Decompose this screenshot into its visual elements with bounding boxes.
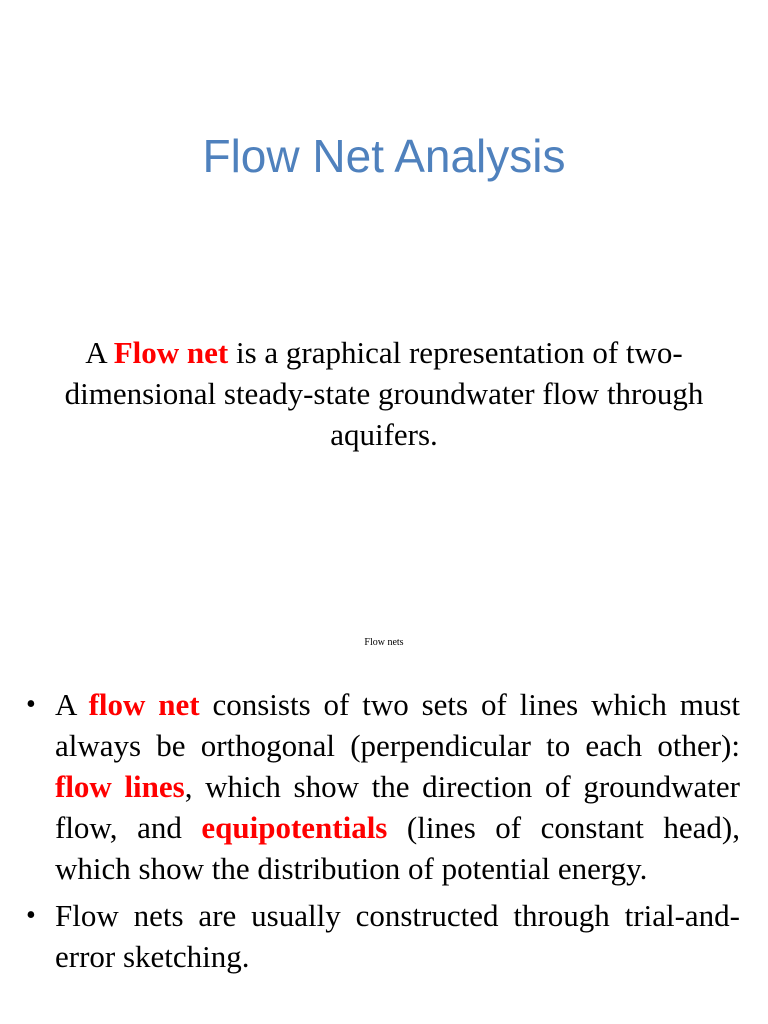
figure-caption: Flow nets [364,637,404,648]
bullet-text: Flow nets are usually constructed through trial-and-error sketching. [55,898,740,974]
bullet-text: A [55,687,89,722]
intro-prefix: A [85,335,114,370]
slide-title: Flow Net Analysis [202,130,566,182]
intro-paragraph [40,332,728,455]
bullet-text: (lines of constant head), which show the distribution of potential energy. [55,810,740,886]
intro-highlight-flow-net: Flow net [113,335,229,370]
highlight-flow-lines: flow lines [55,769,185,804]
bullet-text: , which show the direction of groundwater flow, and [55,769,740,845]
bullet-item-construction [0,895,768,977]
highlight-equipotentials: equipotentials [201,810,388,845]
intro-rest: is a graphical representation of two-dimensional steady-state groundwater flow through aquifers. [64,335,704,452]
bullet-list [0,684,768,983]
bullet-text: consists of two sets of lines which must always be orthogonal (perpendicular to each other): [55,687,741,763]
highlight-flow-net: flow net [88,687,200,722]
bullet-item-flow-net-definition [0,684,768,889]
